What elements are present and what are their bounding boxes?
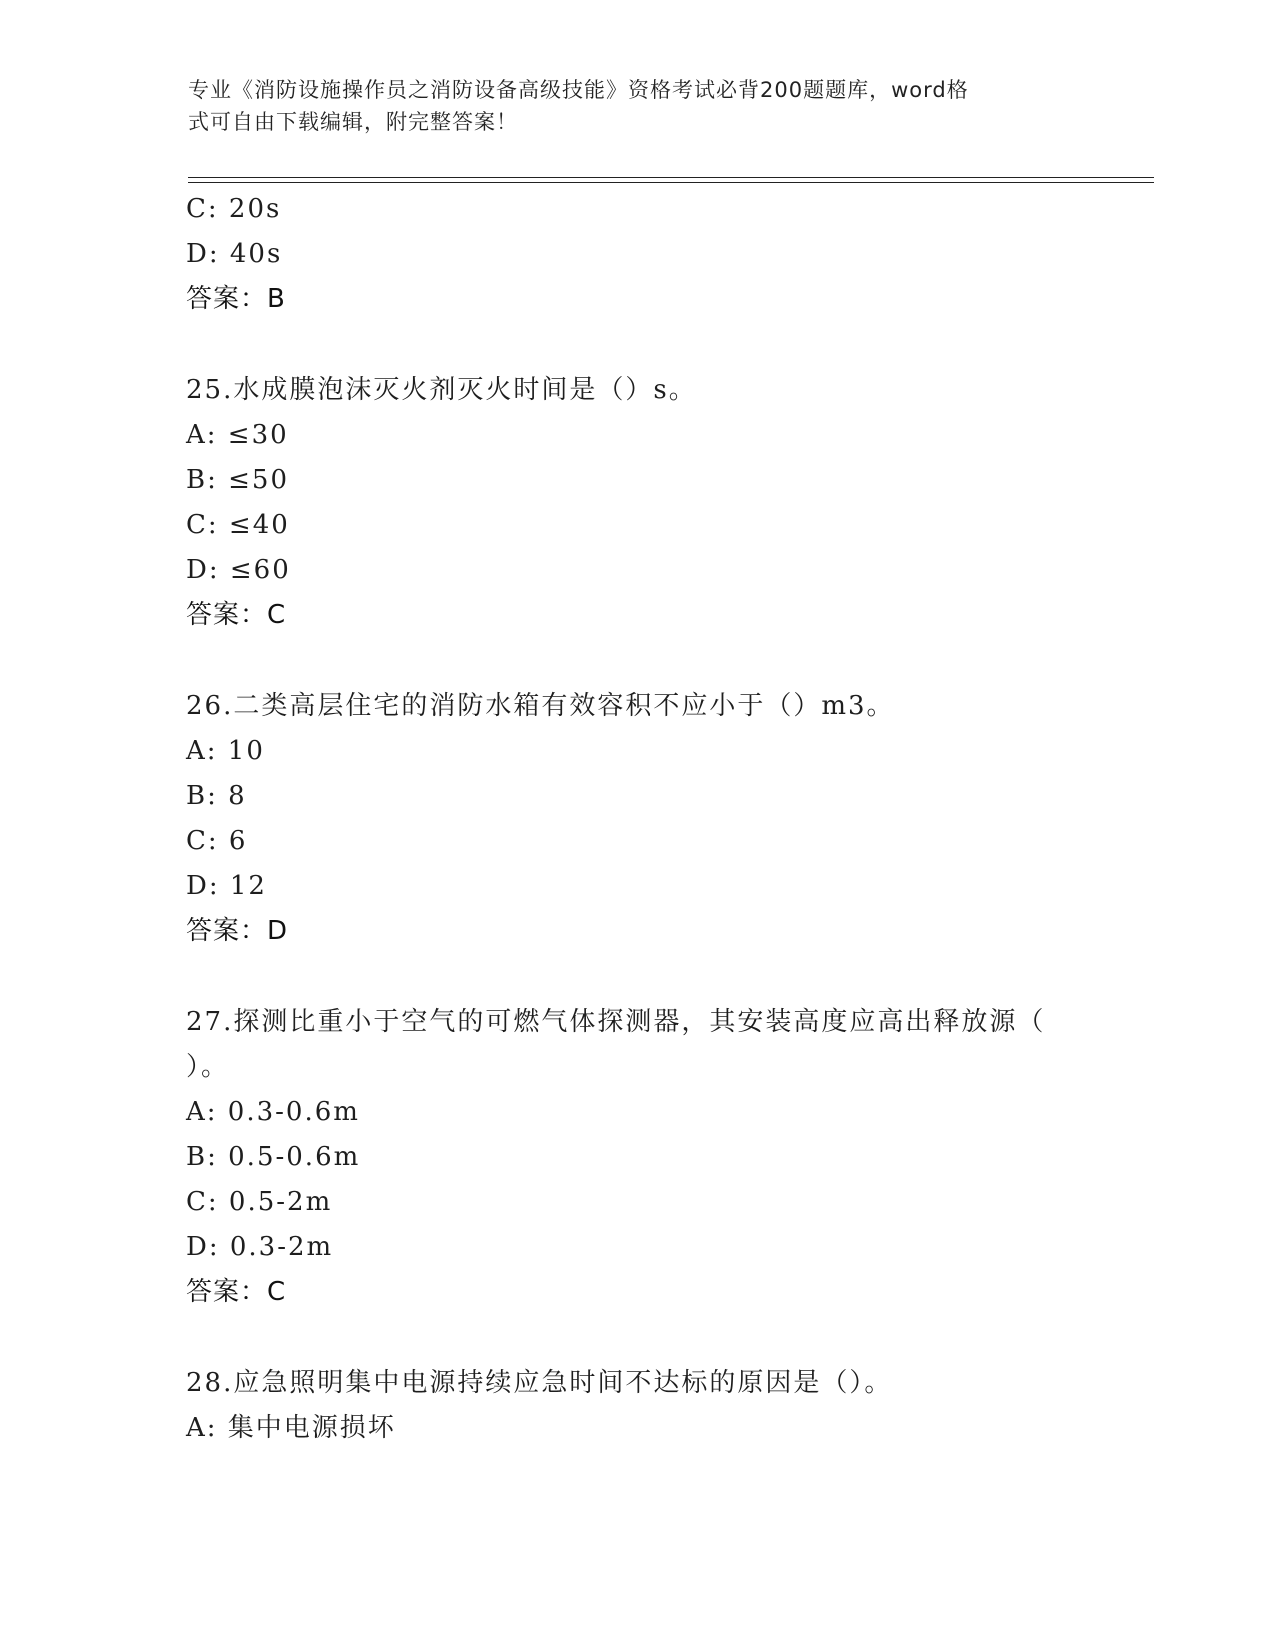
q25-stem: 25.水成膜泡沫灭火剂灭火时间是（）s。 bbox=[186, 375, 697, 405]
q25-option-d: D: ≤60 bbox=[186, 555, 291, 585]
header-line-1: 专业《消防设施操作员之消防设备高级技能》资格考试必背200题题库，word格 bbox=[188, 78, 969, 102]
q25-option-b: B: ≤50 bbox=[186, 465, 289, 495]
q26-stem: 26.二类高层住宅的消防水箱有效容积不应小于（）m3。 bbox=[186, 691, 895, 721]
header-divider-bottom bbox=[188, 182, 1154, 183]
q26-answer: 答案：D bbox=[186, 916, 289, 946]
q27-option-c: C: 0.5-2m bbox=[186, 1187, 333, 1217]
prev-option-c: C: 20s bbox=[186, 194, 282, 224]
header-line-2: 式可自由下载编辑，附完整答案！ bbox=[188, 110, 518, 134]
q25-answer: 答案：C bbox=[186, 600, 287, 630]
q25-option-a: A: ≤30 bbox=[186, 420, 289, 450]
q27-option-a: A: 0.3-0.6m bbox=[186, 1097, 360, 1127]
q28-option-a: A: 集中电源损坏 bbox=[186, 1413, 396, 1443]
q27-option-d: D: 0.3-2m bbox=[186, 1232, 334, 1262]
q26-option-d: D: 12 bbox=[186, 871, 267, 901]
q27-option-b: B: 0.5-0.6m bbox=[186, 1142, 361, 1172]
prev-option-d: D: 40s bbox=[186, 239, 283, 269]
q25-option-c: C: ≤40 bbox=[186, 510, 290, 540]
header-divider-top bbox=[188, 177, 1154, 178]
q26-option-c: C: 6 bbox=[186, 826, 248, 856]
q28-stem: 28.应急照明集中电源持续应急时间不达标的原因是（）。 bbox=[186, 1368, 893, 1398]
q27-answer: 答案：C bbox=[186, 1277, 287, 1307]
prev-answer: 答案：B bbox=[186, 284, 286, 314]
document-header bbox=[188, 74, 1068, 138]
q27-stem-line-2: ）。 bbox=[186, 1052, 230, 1082]
q27-stem-line-1: 27.探测比重小于空气的可燃气体探测器，其安装高度应高出释放源（ bbox=[186, 1007, 1046, 1037]
q26-option-b: B: 8 bbox=[186, 781, 247, 811]
q26-option-a: A: 10 bbox=[186, 736, 265, 766]
